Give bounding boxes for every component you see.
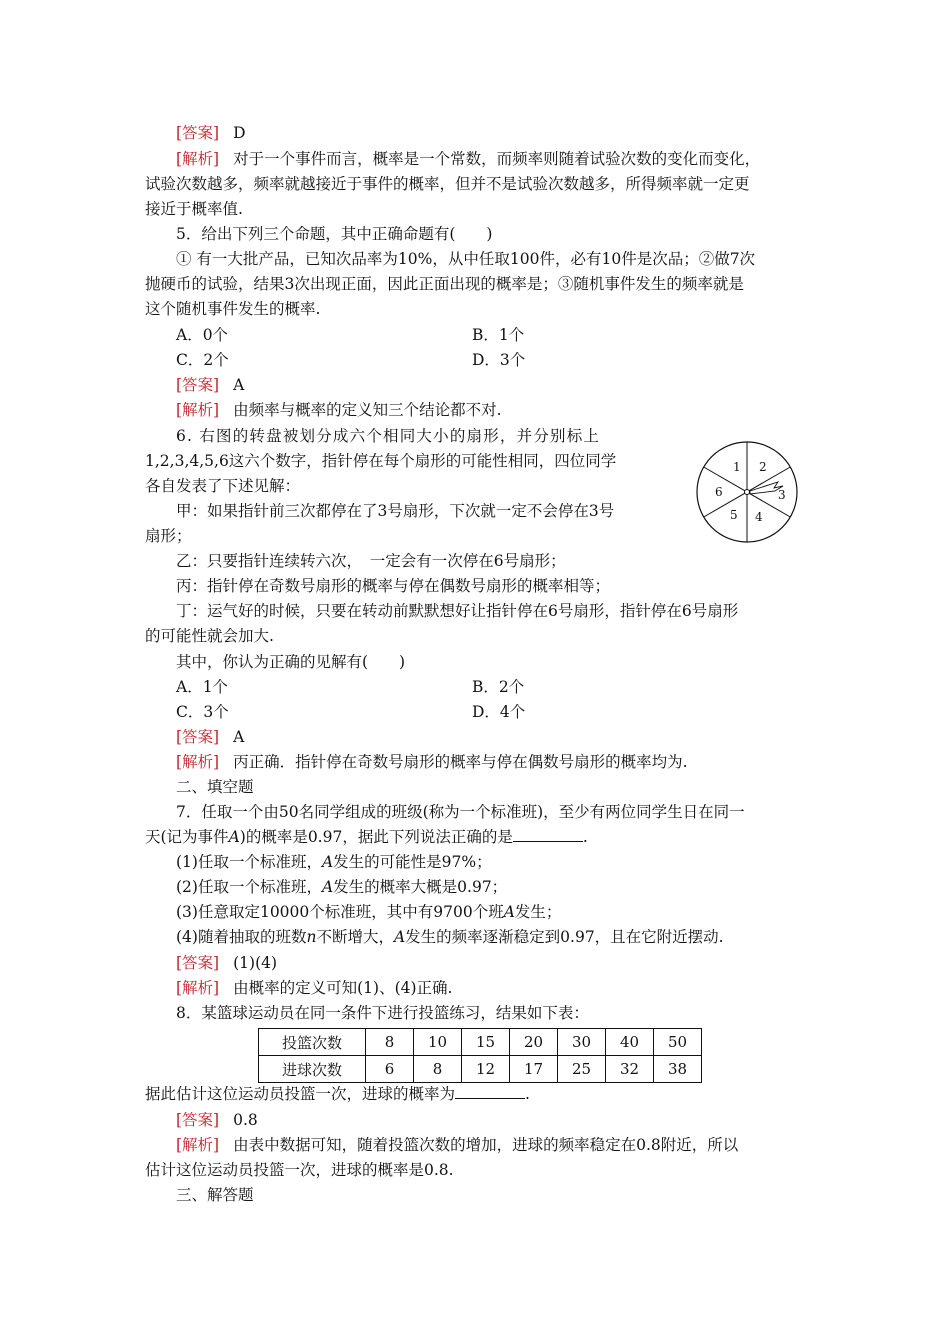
q7-item-1 — [176, 850, 492, 874]
text-line: 试验次数越多，频率就越接近于事件的概率，但并不是试验次数越多，所得频率就一定更 — [145, 175, 750, 193]
q6-option-b: B．2个 — [472, 678, 525, 696]
q6-option-c: C．3个 — [176, 703, 229, 721]
table-cell: 12 — [462, 1056, 510, 1083]
shots-table — [258, 1028, 702, 1083]
answer-tag: [答案] — [176, 1111, 220, 1129]
section-heading: 二、填空题 — [176, 778, 254, 796]
text-span: 发生的概率大概是0.97； — [333, 878, 508, 896]
text-line: 各自发表了下述见解： — [145, 477, 301, 495]
q6-opinion-ding: 丁：运气好的时候，只要在转动前默默想好让指针停在6号扇形，指针停在6号扇形 — [176, 602, 739, 620]
text-span: (4)随着抽取的班数 — [176, 928, 307, 946]
event-symbol: A — [321, 853, 334, 871]
q6-analysis-line — [176, 750, 688, 774]
sector-label: 3 — [778, 488, 786, 502]
q6-answer-line — [176, 725, 244, 749]
answer-blank[interactable] — [513, 825, 583, 842]
table-row — [259, 1029, 702, 1056]
answer-tag: [答案] — [176, 376, 220, 394]
text-line: 扇形； — [145, 527, 192, 545]
sector-label: 5 — [730, 508, 738, 522]
event-symbol: A — [393, 928, 406, 946]
text-line: 抛硬币的试验，结果3次出现正面，因此正面出现的概率是；③随机事件发生的频率就是 — [145, 275, 744, 293]
table-cell: 6 — [366, 1056, 414, 1083]
analysis-tag: [解析] — [176, 401, 220, 419]
table-header-cell: 进球次数 — [259, 1056, 366, 1083]
q4-answer-line — [176, 121, 246, 145]
q5-option-d: D．3个 — [472, 351, 526, 369]
q5-stem: 5．给出下列三个命题，其中正确命题有( ) — [176, 225, 493, 243]
text-span: 天(记为事件 — [145, 828, 229, 846]
text-span: 据此估计这位运动员投篮一次，进球的概率为 — [145, 1085, 456, 1103]
q8-question — [145, 1082, 530, 1106]
table-cell: 32 — [606, 1056, 654, 1083]
table-cell: 8 — [366, 1029, 414, 1056]
q5-option-c: C．2个 — [176, 351, 229, 369]
answer-tag: [答案] — [176, 728, 220, 746]
analysis-text: 由概率的定义可知(1)、(4)正确. — [233, 979, 453, 997]
text-line: 估计这位运动员投篮一次，进球的概率是0.8. — [145, 1161, 454, 1179]
table-row — [259, 1056, 702, 1083]
q4-analysis-line — [176, 147, 760, 171]
text-line: 1,2,3,4,5,6这六个数字，指针停在每个扇形的可能性相同，四位同学 — [145, 452, 617, 470]
table-cell: 38 — [654, 1056, 702, 1083]
table-cell: 20 — [510, 1029, 558, 1056]
text-span: (3)任意取定10000个标准班，其中有9700个班 — [176, 903, 504, 921]
text-span: . — [525, 1085, 530, 1103]
table-cell: 17 — [510, 1056, 558, 1083]
table-header-cell: 投篮次数 — [259, 1029, 366, 1056]
answer-text: D — [233, 124, 246, 142]
event-symbol: A — [503, 903, 515, 921]
q6-opinion-bing: 丙：指针停在奇数号扇形的概率与停在偶数号扇形的概率相等； — [176, 577, 611, 595]
sector-label: 4 — [755, 510, 763, 524]
q6-option-a: A．1个 — [176, 678, 229, 696]
q7-stem: 7．任取一个由50名同学组成的班级(称为一个标准班)，至少有两位同学生日在同一 — [176, 803, 745, 821]
analysis-tag: [解析] — [176, 979, 220, 997]
analysis-tag: [解析] — [176, 150, 220, 168]
table-cell: 50 — [654, 1029, 702, 1056]
analysis-tag: [解析] — [176, 753, 220, 771]
text-line: 的可能性就会加大. — [145, 627, 274, 645]
q7-stem-2 — [145, 825, 588, 849]
table-cell: 15 — [462, 1029, 510, 1056]
text-line: ① 有一大批产品，已知次品率为10%，从中任取100件，必有10件是次品；②做7次 — [176, 250, 756, 268]
answer-text: A — [233, 728, 245, 746]
answer-blank[interactable] — [455, 1082, 525, 1099]
table-cell: 10 — [414, 1029, 462, 1056]
spinner-figure — [695, 440, 805, 550]
q6-option-d: D．4个 — [472, 703, 526, 721]
analysis-text: 由频率与概率的定义知三个结论都不对. — [233, 401, 502, 419]
table-cell: 25 — [558, 1056, 606, 1083]
answer-text: (1)(4) — [233, 954, 278, 972]
q6-opinion-yi: 乙：只要指针连续转六次， 一定会有一次停在6号扇形； — [176, 552, 566, 570]
answer-text: A — [233, 376, 245, 394]
analysis-text: 由表中数据可知，随着投篮次数的增加，进球的频率稳定在0.8附近，所以 — [233, 1136, 739, 1154]
q5-answer-line — [176, 373, 244, 397]
text-span: (2)任取一个标准班， — [176, 878, 322, 896]
event-symbol: A — [228, 828, 240, 846]
text-span: 发生的频率逐渐稳定到0.97，且在它附近摆动. — [405, 928, 724, 946]
analysis-tag: [解析] — [176, 1136, 220, 1154]
q6-opinion-jia: 甲：如果指针前三次都停在了3号扇形，下次就一定不会停在3号 — [176, 502, 615, 520]
variable-n: n — [306, 928, 317, 946]
sector-label: 2 — [759, 460, 767, 474]
q7-item-2 — [176, 875, 507, 899]
text-span: (1)任取一个标准班， — [176, 853, 322, 871]
answer-tag: [答案] — [176, 124, 220, 142]
text-span: 发生； — [514, 903, 562, 921]
answer-tag: [答案] — [176, 954, 220, 972]
sector-label: 1 — [733, 460, 741, 474]
q5-option-b: B．1个 — [472, 326, 525, 344]
analysis-text: 丙正确．指针停在奇数号扇形的概率与停在偶数号扇形的概率均为. — [233, 753, 688, 771]
section-heading: 三、解答题 — [176, 1186, 254, 1204]
text-span: )的概率是0.97，据此下列说法正确的是 — [239, 828, 513, 846]
text-span: 不断增大， — [316, 928, 394, 946]
q8-analysis-line — [176, 1133, 738, 1157]
text-span: . — [582, 828, 588, 846]
answer-text: 0.8 — [233, 1111, 258, 1129]
q7-answer-line — [176, 951, 277, 975]
q5-option-a: A．0个 — [176, 326, 229, 344]
text-span: 发生的可能性是97%； — [333, 853, 492, 871]
q8-stem: 8．某篮球运动员在同一条件下进行投篮练习，结果如下表： — [176, 1004, 589, 1022]
q7-item-4 — [176, 925, 724, 949]
q5-analysis-line — [176, 398, 502, 422]
analysis-text: 对于一个事件而言，概率是一个常数，而频率则随着试验次数的变化而变化， — [233, 150, 761, 168]
q6-stem: 6. 右图的转盘被划分成六个相同大小的扇形，并分别标上 — [176, 427, 601, 445]
q7-item-3 — [176, 900, 561, 924]
table-cell: 40 — [606, 1029, 654, 1056]
table-cell: 30 — [558, 1029, 606, 1056]
text-line: 接近于概率值. — [145, 200, 243, 218]
event-symbol: A — [321, 878, 334, 896]
q8-answer-line — [176, 1108, 258, 1132]
table-cell: 8 — [414, 1056, 462, 1083]
spinner-hub — [745, 490, 750, 495]
q6-question: 其中，你认为正确的见解有( ) — [176, 653, 406, 671]
q7-analysis-line — [176, 976, 452, 1000]
sector-label: 6 — [715, 485, 723, 499]
text-line: 这个随机事件发生的概率. — [145, 300, 321, 318]
